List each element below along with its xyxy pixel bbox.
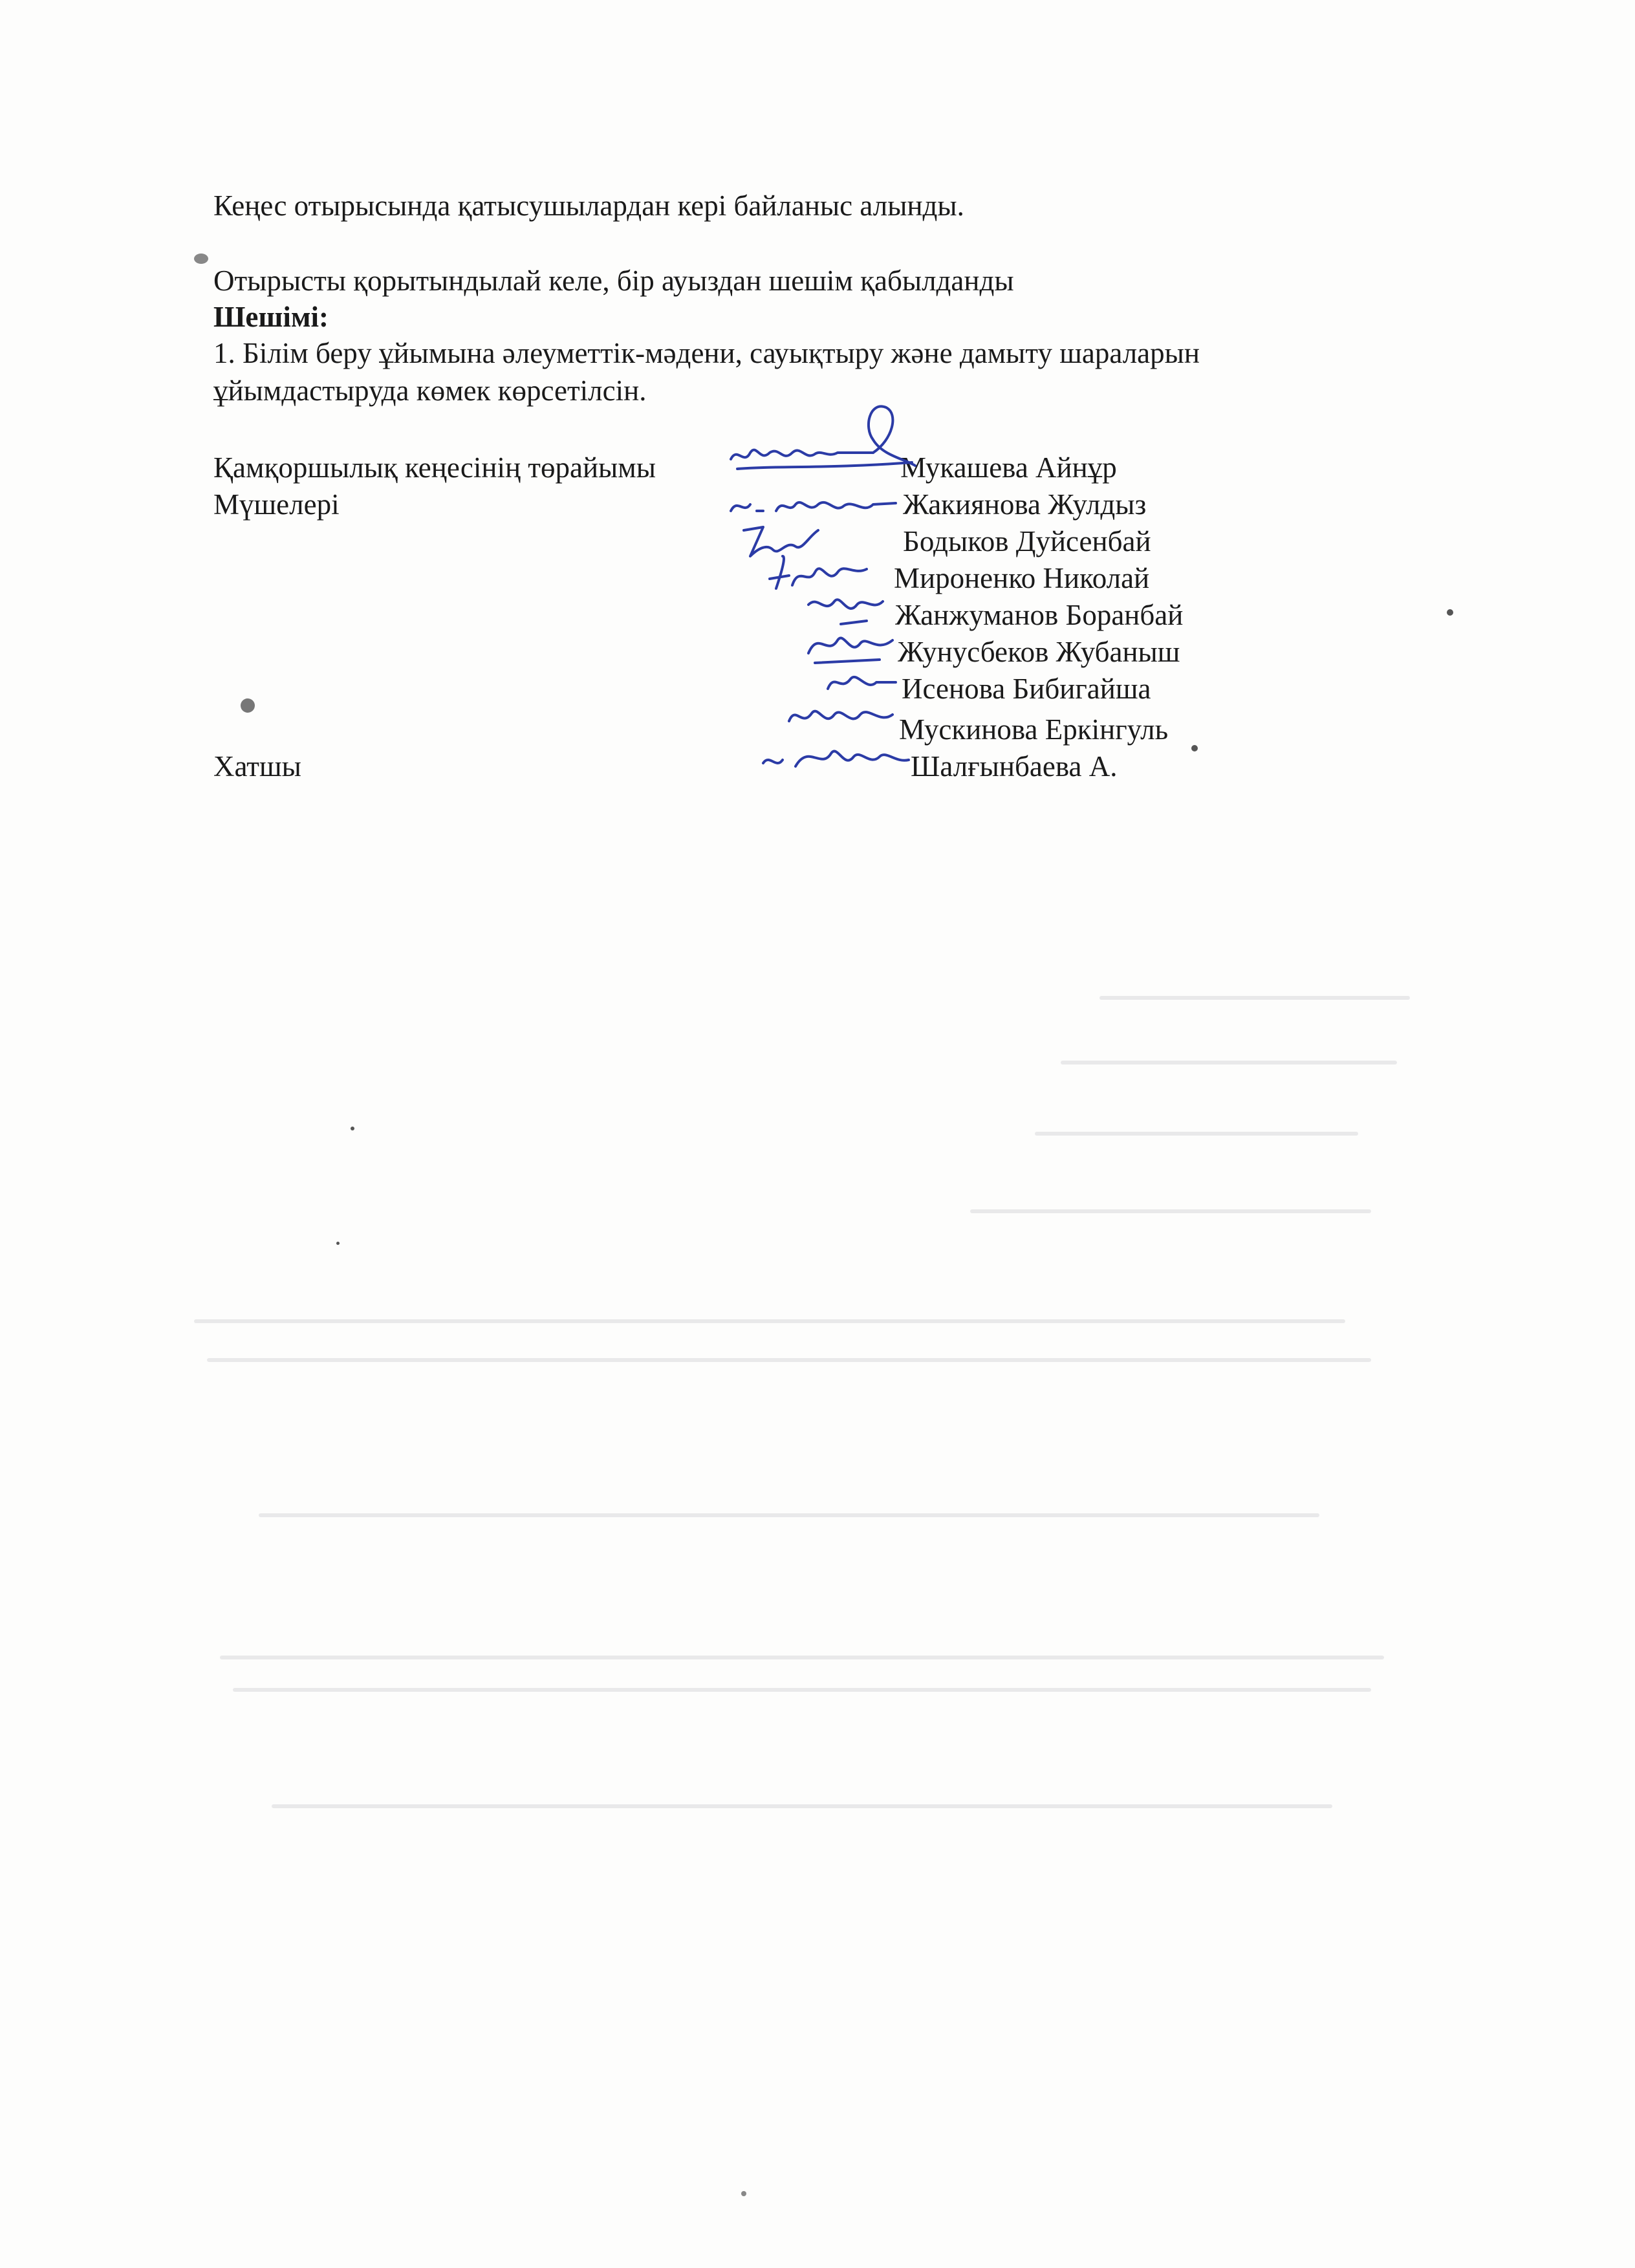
scan-speck [741,2191,746,2196]
decision-line-2: ұйымдастыруда көмек көрсетілсін. [213,374,647,407]
show-through-text [1061,1061,1397,1064]
signatory-name: Бодыков Дуйсенбай [903,525,1151,557]
show-through-text [194,1319,1345,1323]
signatory-name: Мукашева Айнұр [900,451,1117,484]
signatory-name: Исенова Бибигайша [902,673,1151,705]
show-through-text [1035,1132,1358,1136]
signatory-name: Жакиянова Жулдыз [903,488,1147,521]
secretary-label: Хатшы [213,750,301,783]
scan-speck [241,698,255,713]
scan-speck [336,1242,340,1245]
signature-secretary [757,731,912,783]
signatory-name: Жанжуманов Боранбай [895,599,1184,631]
signatory-name: Мускинова Еркінгуль [899,713,1169,746]
show-through-text [1099,996,1410,1000]
summary-line: Отырысты қорытындылай келе, бір ауыздан шешім қабылданды [213,265,1014,297]
show-through-text [259,1513,1319,1517]
show-through-text [970,1209,1371,1213]
show-through-text [207,1358,1371,1362]
scan-speck [1447,609,1453,616]
show-through-text [272,1804,1332,1808]
scan-speck [1191,745,1198,751]
show-through-text [220,1656,1384,1659]
signature-chair [724,401,918,491]
decision-heading: Шешімі: [213,301,329,333]
chair-label: Қамқоршылық кеңесінің төрайымы [213,451,656,484]
scan-speck [194,254,208,264]
signatory-name: Жунусбеков Жубаныш [898,636,1180,668]
show-through-text [233,1688,1371,1692]
members-label: Мүшелері [213,488,340,521]
feedback-line: Кеңес отырысында қатысушылардан кері байланыс алынды. [213,189,964,222]
signatory-name: Шалғынбаева А. [911,750,1118,783]
decision-line-1: 1. Білім беру ұйымына әлеуметтік-мәдени, сауықтыру және дамыту шараларын [213,337,1200,369]
scan-speck [351,1127,354,1130]
signatory-name: Мироненко Николай [894,562,1150,594]
